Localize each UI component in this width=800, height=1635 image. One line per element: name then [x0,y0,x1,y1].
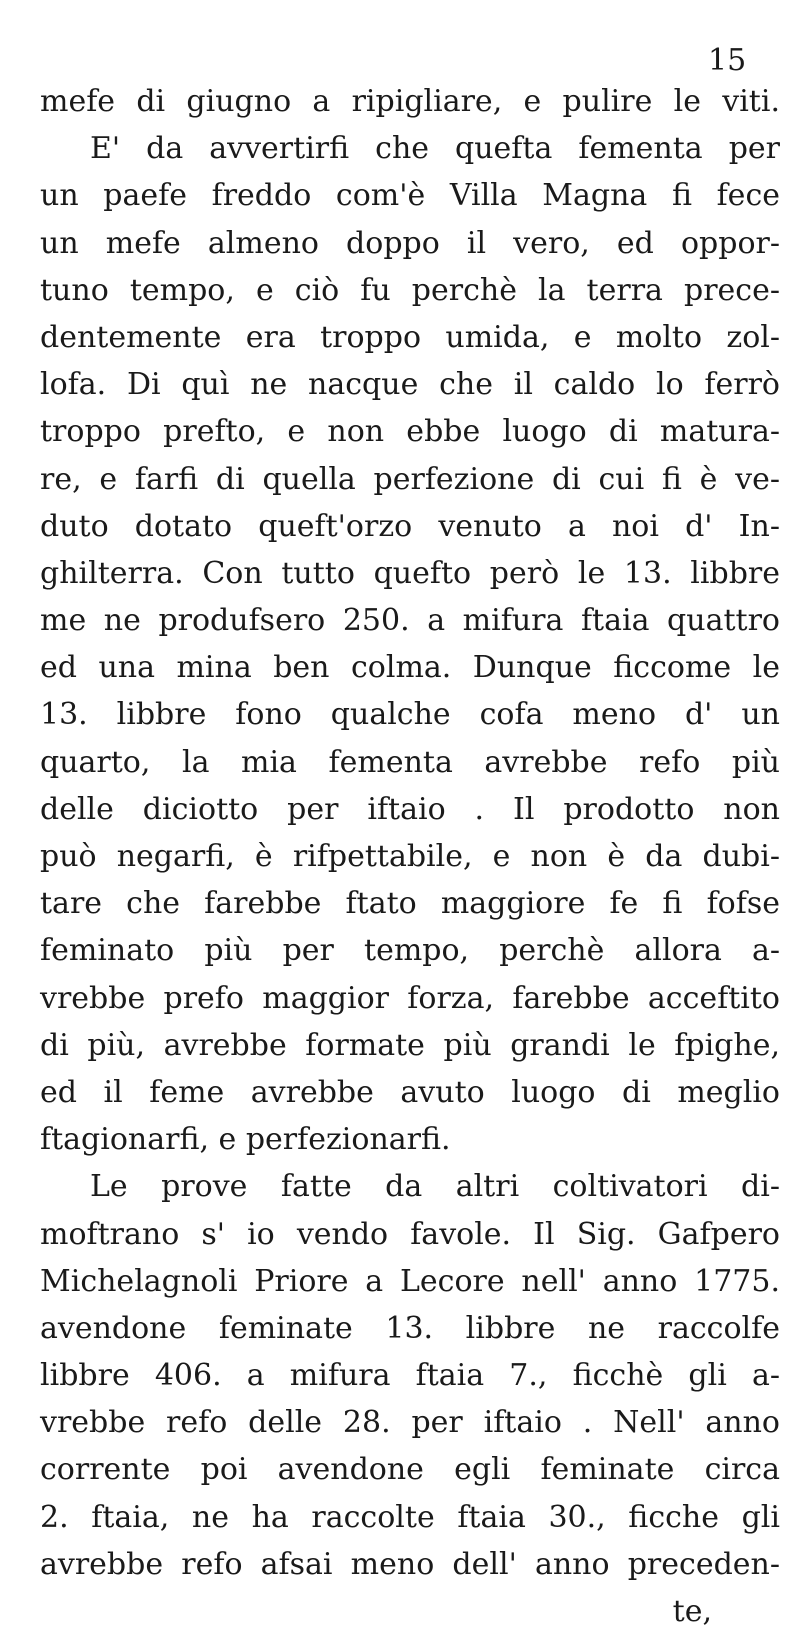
text-line: può negarfi, è rifpettabile, e non è da dubi- [40,839,780,874]
text-line: un paefe freddo com'è Villa Magna fi fece [40,178,780,214]
text-line: avrebbe refo afsai meno dell' anno preceden- [40,1546,780,1582]
text-line: moftrano s' io vendo favole. Il Sig. Gafpero [40,1216,780,1252]
text-line: tare che farebbe ftato maggiore fe fi fofse [40,886,780,922]
text-line: lofa. Di quì ne nacque che il caldo lo ferrò [40,367,780,403]
text-line: quarto, la mia fementa avrebbe refo più [40,744,780,780]
text-line: Michelagnoli Priore a Lecore nell' anno 1775. [40,1263,780,1299]
text-line: ftagionarfi, e perfezionarfi. [40,1122,451,1158]
body-text [40,78,780,1635]
text-line: 2. ftaia, ne ha raccolte ftaia 30., ficche gli [40,1499,780,1535]
text-line: di più, avrebbe formate più grandi le fpighe, [40,1027,780,1063]
text-line: libbre 406. a mifura ftaia 7., ficchè gli a- [40,1358,780,1394]
text-line: ed il feme avrebbe avuto luogo di meglio [40,1074,780,1110]
text-line: ed una mina ben colma. Dunque ficcome le [40,650,780,686]
text-line: vrebbe prefo maggior forza, farebbe acceftito [40,980,780,1016]
text-line: avendone feminate 13. libbre ne raccolfe [40,1310,780,1346]
page-number: 15 [708,43,747,78]
text-line: tuno tempo, e ciò fu perchè la terra prece- [40,272,780,308]
text-line: duto dotato queft'orzo venuto a noi d' In- [40,508,780,544]
text-line: dentemente era troppo umida, e molto zol- [40,319,780,355]
text-line: te, [672,1594,712,1629]
text-line: me ne produfsero 250. a mifura ftaia quattro [40,603,780,639]
text-line: delle diciotto per iftaio . Il prodotto non [40,791,780,827]
text-line: re, e farfi di quella perfezione di cui fi è ve- [40,461,780,497]
text-line: corrente poi avendone egli feminate circa [40,1452,780,1488]
text-line: ghilterra. Con tutto quefto però le 13. libbre [40,555,780,591]
text-line: troppo prefto, e non ebbe luogo di matura- [40,414,780,450]
text-line: Le prove fatte da altri coltivatori di- [90,1169,780,1205]
text-line: feminato più per tempo, perchè allora a- [40,933,780,969]
text-line: 13. libbre fono qualche cofa meno d' un [40,697,780,733]
text-line: vrebbe refo delle 28. per iftaio . Nell' anno [40,1405,780,1441]
text-line: E' da avvertirfi che quefta fementa per [90,131,780,167]
text-line: mefe di giugno a ripigliare, e pulire le viti. [40,84,780,119]
text-line: un mefe almeno doppo il vero, ed oppor- [40,225,780,261]
